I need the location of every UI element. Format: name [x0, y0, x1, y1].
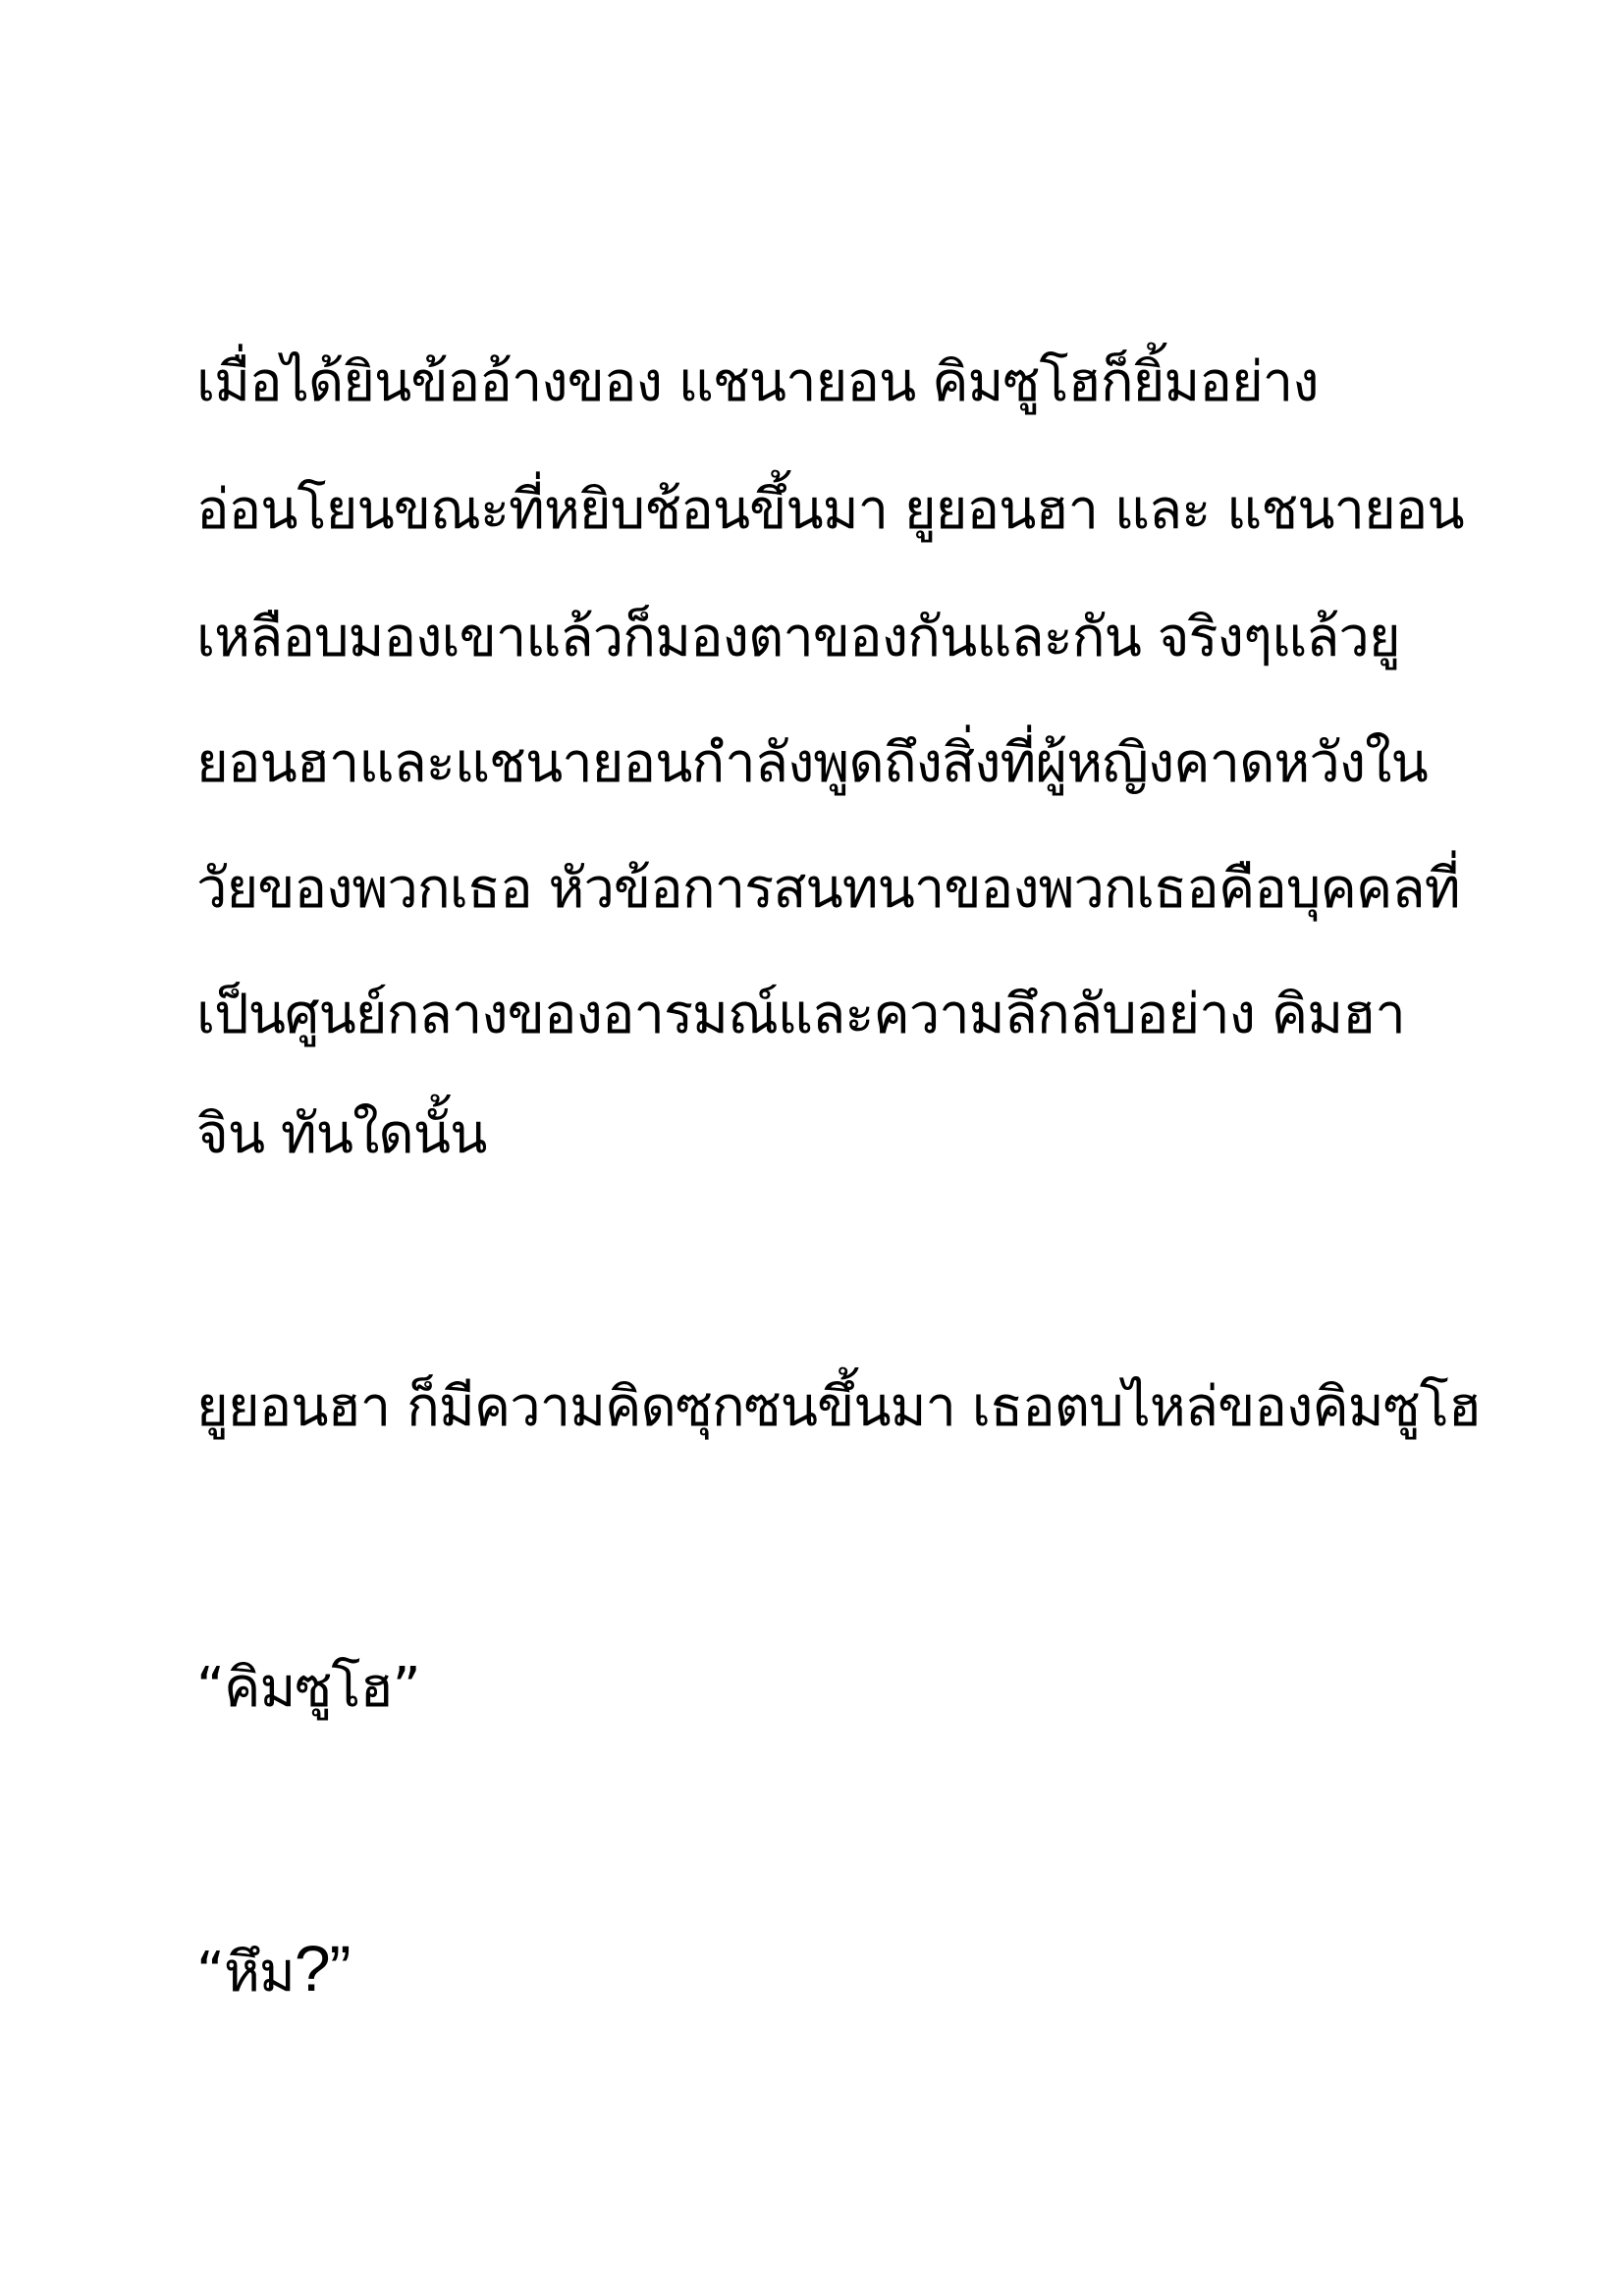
paragraph-2: ยูยอนฮา ก็มีความคิดซุกซนขึ้นมา เธอตบไหล่ของคิมซูโฮ	[196, 1375, 1481, 1439]
dialogue-line-1: “คิมซูโฮ”	[196, 1656, 420, 1720]
paragraph-line: เมื่อได้ยินข้ออ้างของ แชนายอน คิมซูโฮก็ยิ้มอย่าง	[196, 350, 1319, 414]
paragraph-line: ยอนฮาและแชนายอนกำลังพูดถึงสิ่งที่ผู้หญิงคาดหวังใน	[196, 731, 1428, 795]
dialogue-text: “หึม	[196, 1941, 295, 2004]
paragraph-line: อ่อนโยนขณะที่หยิบช้อนขึ้นมา ยูยอนฮา และ แชนายอน	[196, 478, 1464, 542]
paragraph-line: วัยของพวกเธอ หัวข้อการสนทนาของพวกเธอคือบุคคลที่	[196, 857, 1460, 921]
dialogue-line-2	[196, 1932, 351, 2004]
paragraph-line: เหลือบมองเขาแล้วก็มองตาของกันและกัน จริงๆแล้วยู	[196, 606, 1400, 669]
paragraph-line: เป็นศูนย์กลางของอารมณ์และความลึกลับอย่าง คิมฮา	[196, 983, 1405, 1046]
question-mark: ?”	[294, 1932, 351, 2004]
paragraph-line: จิน ทันใดนั้น	[196, 1102, 487, 1166]
